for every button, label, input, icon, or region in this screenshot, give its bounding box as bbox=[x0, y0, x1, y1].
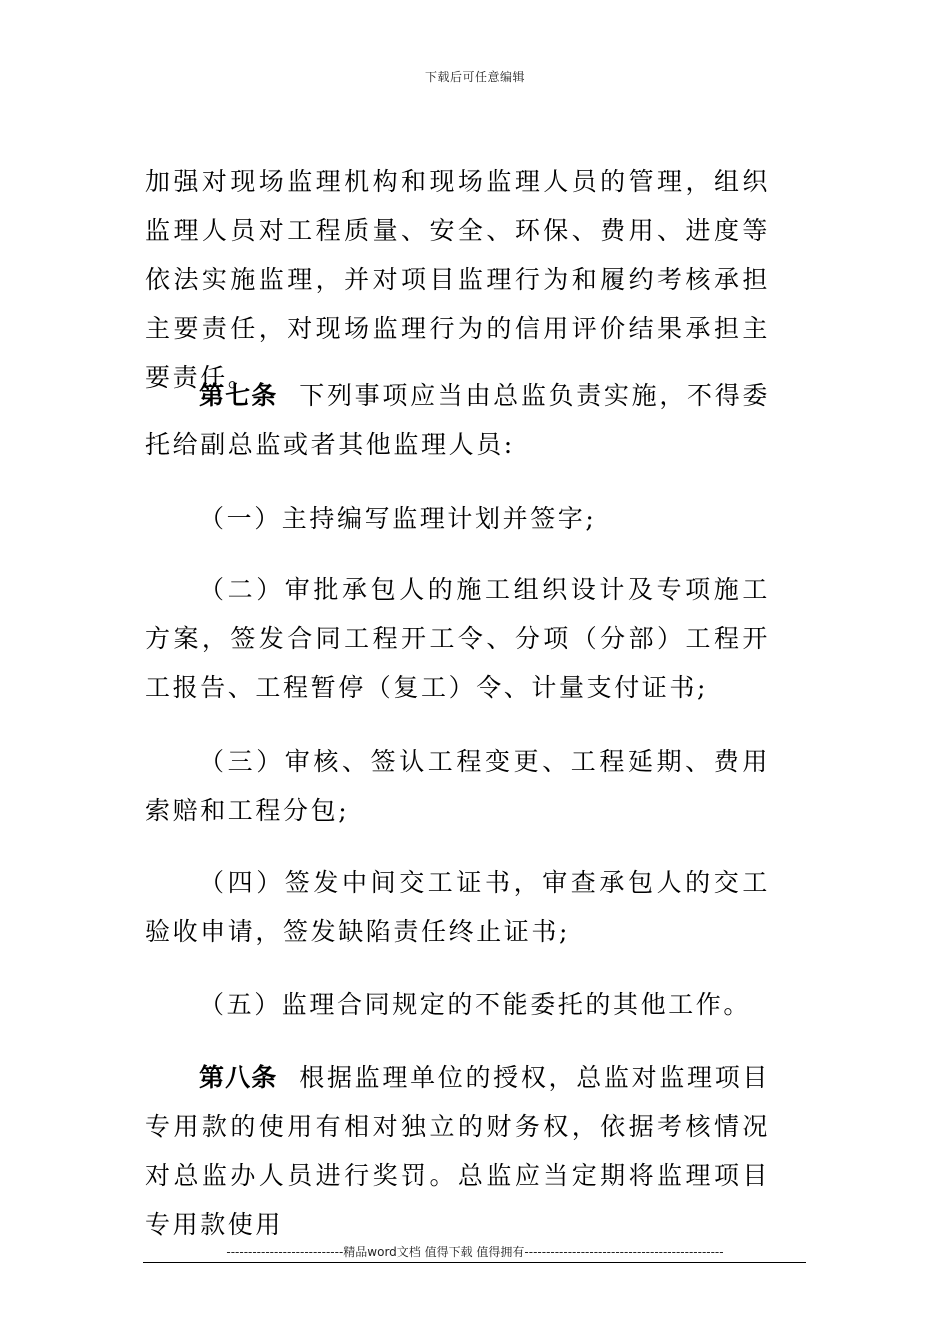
article-7-paragraph bbox=[145, 371, 770, 469]
item-4: （四）签发中间交工证书，审查承包人的交工验收申请，签发缺陷责任终止证书; bbox=[145, 868, 770, 946]
item-4-block bbox=[145, 858, 770, 956]
paragraph-intro: 加强对现场监理机构和现场监理人员的管理，组织监理人员对工程质量、安全、环保、费用、进度等依法实施监理，并对项目监理行为和履约考核承担主要责任，对现场监理行为的信用评价结果承担主要责任。 bbox=[145, 167, 770, 392]
footer-note: ---------------------------精品word文档 值得下载 值得拥有---------------------------------------------- bbox=[226, 1245, 724, 1259]
header-note: 下载后可任意编辑 bbox=[424, 70, 525, 84]
article-7-text: 下列事项应当由总监负责实施，不得委托给副总监或者其他监理人员: bbox=[145, 381, 770, 459]
item-2: （二）审批承包人的施工组织设计及专项施工方案，签发合同工程开工令、分项（分部）工程开工报告、工程暂停（复工）令、计量支付证书; bbox=[145, 575, 770, 702]
footer-divider bbox=[143, 1262, 806, 1263]
item-3: （三）审核、签认工程变更、工程延期、费用索赔和工程分包; bbox=[145, 747, 770, 825]
item-1-block bbox=[145, 494, 770, 543]
item-5-block bbox=[145, 980, 770, 1029]
article-7-block bbox=[145, 371, 770, 469]
item-1: （一）主持编写监理计划并签字; bbox=[199, 504, 597, 533]
article-8-block bbox=[145, 1053, 770, 1249]
article-7-number: 第七条 bbox=[199, 381, 278, 410]
item-3-block bbox=[145, 737, 770, 835]
article-8-text: 根据监理单位的授权，总监对监理项目专用款的使用有相对独立的财务权，依据考核情况对总监办人员进行奖罚。总监应当定期将监理项目专用款使用 bbox=[145, 1063, 770, 1239]
article-8-number: 第八条 bbox=[199, 1063, 278, 1092]
article-8-paragraph bbox=[145, 1053, 770, 1249]
item-2-block bbox=[145, 565, 770, 712]
body-text bbox=[145, 157, 770, 402]
item-5: （五）监理合同规定的不能委托的其他工作。 bbox=[199, 990, 752, 1019]
